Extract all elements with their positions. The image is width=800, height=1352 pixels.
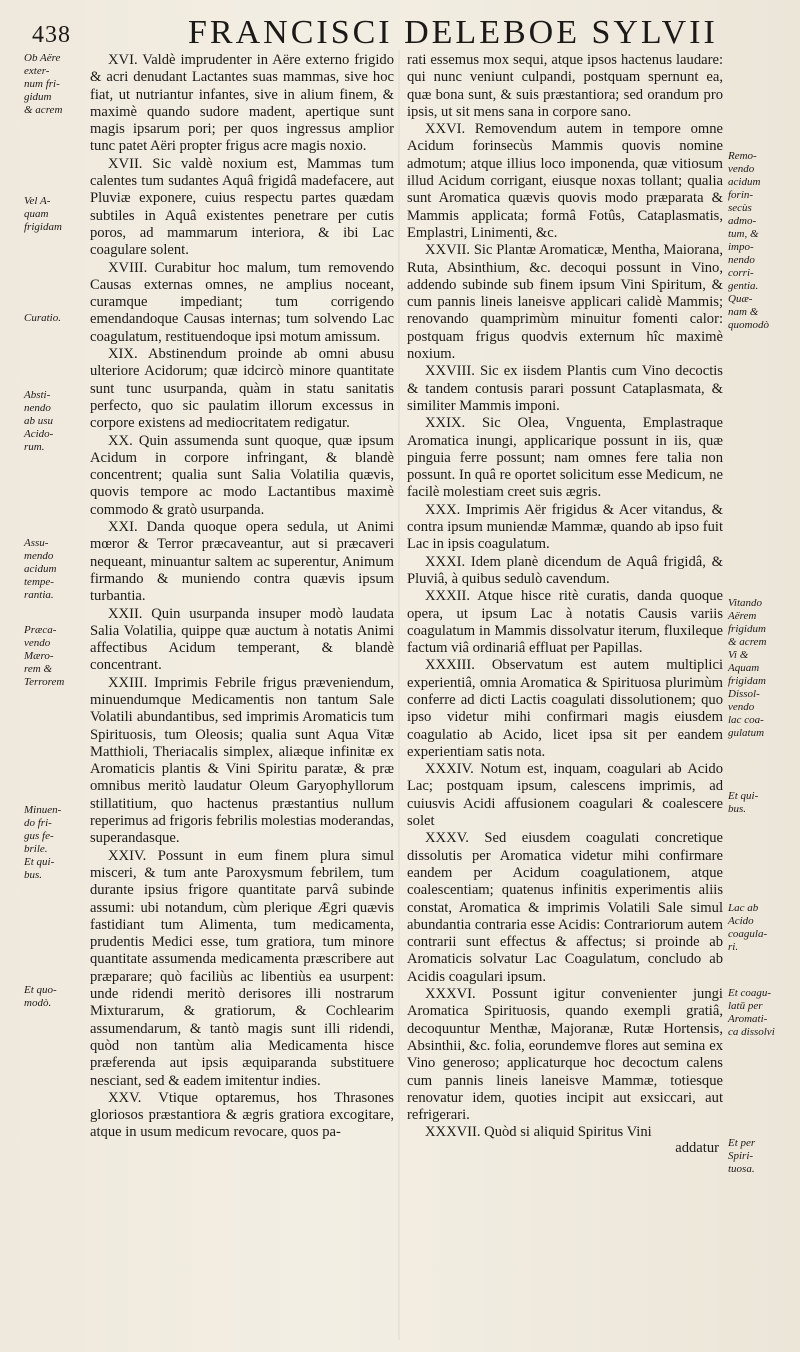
margin-note: Vel A- quam frigidam	[24, 195, 62, 233]
paragraph: XVII. Sic valdè noxium est, Mammas tum calentes tum sudantes Aquâ frigidâ madefacere, aut Pluviæ exponere, cuius respectu partes quædam subtiles in Aquâ existentes penetrare per cutis poros, ad mammarum interiora, & ibi Lac coagulare solent.	[90, 155, 394, 259]
margin-note: Minuen- do fri- gus fe- brile. Et qui- bus.	[24, 804, 62, 881]
catchword: addatur	[675, 1139, 719, 1156]
margin-note: Assu- mendo acidum tempe- rantia.	[24, 537, 57, 601]
left-text-column	[90, 52, 394, 1142]
paragraph: XVIII. Curabitur hoc malum, tum removendo Causas externas omnes, ne amplius noceant, curamque impediant; tum corrigendo emendandoque Causas internas; tum solvendo Lac coagulatum, restituendoque ipsi motum amissum.	[90, 259, 394, 345]
paragraph: XXIII. Imprimis Febrile frigus præveniendum, minuendumque Medicamentis non tantum Sale Volatili abundantibus, sed imprimis Aromaticis tum Spirituosis, tum Oleosis; qualia sunt Aqua Vitæ Matthioli, Theriacalis simplex, aliæque infinitæ ex Aromaticis plantis & Vini Spiritu paratæ, & præ omnibus meritò laudatur Oleum Garyophyllorum stillatitium, quo hactenus præstantius nullum reperimus ad frigoris febrilis molestias moderandas, superandasque.	[90, 674, 394, 847]
header-title: FRANCISCI DELEBOE SYLVII	[188, 14, 718, 51]
margin-note: Curatio.	[24, 312, 61, 324]
paragraph: XX. Quin assumenda sunt quoque, quæ ipsum Acidum in corpore infringant, & blandè concentrent; qualia sunt Salia Volatilia quævis, quovis tempore ac modo Lactantibus maximè commodo & gratò usurpanda.	[90, 432, 394, 518]
margin-note: Lac ab Acido coagula- ri.	[728, 902, 768, 953]
paragraph: XXXVII. Quòd si aliquid Spiritus Vini	[425, 1124, 652, 1141]
paragraph: XXX. Imprimis Aër frigidus & Acer vitandus, & contra ipsum muniendæ Mammæ, quando ab ipso fuit Lac in ipsis coagulatum.	[407, 501, 723, 553]
paragraph: XXXI. Idem planè dicendum de Aquâ frigidâ, & Pluviâ, à quibus sedulò cavendum.	[407, 553, 723, 587]
margin-note: Et quo- modò.	[24, 984, 57, 1009]
paragraph: XXIV. Possunt in eum finem plura simul misceri, & tum ante Paroxysmum febrilem, tum durante ipsius frigore quantitate parvâ subinde assumi: ubi notandum, cùm plerique Ægri quævis fastidiant tum Alimenta, tum medicamenta, prudentis Medici esse, tum gratiora, tum minore quantitate assumenda medicamenta præscribere aut præparare; quò faciliùs ac libentiùs ea usurpent: unde ridendi meritò derisores illi nostrarum Mixturarum, & gratiorum, & Cochlearim assumendarum, & tantò magis sunt illi ridendi, quòd non tantùm alia Medicamenta hisce præferenda aut ipsis æquiparanda substituere nesciant, sed & eadem imitentur indies.	[90, 847, 394, 1089]
paragraph: XVI. Valdè imprudenter in Aëre externo frigido & acri denudant Lactantes suas mammas, sive hoc fiat, ut nutriantur infantes, sive in alium finem, & maximè quando sudore madent, apertique sunt magis ipsarum pori; per quos ingressus amplior tunc patet Aëri propter frigus acre magis noxio.	[90, 52, 394, 155]
paragraph: XXVI. Removendum autem in tempore omne Acidum forinsecùs Mammis quovis nomine admotum; atque illius loco imponenda, quæ vitiosum illud Acidum corrigant, eiusque noxas tollant; qualia sunt Aromatica quævis quovis modo præparata & Mammis applicata; formâ Fotûs, Cataplasmatis, Emplastri, Linimenti, &c.	[407, 121, 723, 241]
margin-note: Remo- vendo acidum forin- secùs admo- tum, & impo- nendo corri- gentia. Quæ- nam & quomodò	[728, 150, 769, 331]
paragraph: XXVIII. Sic ex iisdem Plantis cum Vino decoctis & tandem contusis parari possunt Cataplasmata, & similiter Mammis imponi.	[407, 363, 723, 414]
margin-note: Et per Spiri- tuosa.	[728, 1137, 756, 1175]
paragraph: XXV. Vtique optaremus, hos Thrasones gloriosos præstantiora & ægris gratiora excogitare, atque in usum medicum revocare, quos pa-	[90, 1089, 394, 1141]
paragraph: XIX. Abstinendum proinde ab omni abusu ulteriore Acidorum; quæ idcircò minore quantitate sunt tunc usurpanda, quàm in statu sanitatis perfecto, quo sic paulatim illorum excessus in corpore existens ad mediocritatem redigatur.	[90, 346, 394, 432]
paragraph: XXXIII. Observatum est autem multiplici experientiâ, omnia Aromatica & Spirituosa plurimùm conferre ad dicti Lactis coagulati dissolutionem; quo ipso videtur mihi confirmari magis eiusdem coagulatio ab Acido, licet ipsa sit per eandem experientiam satis nota.	[407, 657, 723, 760]
margin-note: Præca- vendo Mæro- rem & Terrorem	[24, 624, 65, 688]
page-number: 438	[32, 22, 71, 48]
paragraph: XXIX. Sic Olea, Vnguenta, Emplastraque Aromatica inungi, applicarique possunt in iis, quæ pinguia ferre possunt; nam omnes fere talia non possunt. In quâ re oportet solicitum esse Medicum, ne facilè molestiam creet suis ægris.	[407, 415, 723, 501]
margin-note: Absti- nendo ab usu Acido- rum.	[24, 389, 54, 453]
paragraph: XXI. Danda quoque opera sedula, ut Animi mœror & Terror præcaveantur, aut si præcaveri nequeant, minuantur saltem ac superentur, Animum firmando & muniendo contra quævis ipsum turbantia.	[90, 519, 394, 605]
paragraph: XXII. Quin usurpanda insuper modò laudata Salia Volatilia, quippe quæ auctum à notatis Animi affectibus Acidum temperant, & blandè concentrant.	[90, 605, 394, 674]
margin-note: Et coagu- latū per Aromati- ca dissolvi	[728, 987, 775, 1038]
paragraph: XXVII. Sic Plantæ Aromaticæ, Mentha, Maiorana, Ruta, Absinthium, &c. decoqui possunt in Vino, addendo subinde sub finem ipsum Vini Spiritum, & cum pannis lineis laneisve applicari calidè Mammis; renovando quamprimùm minuitur fomenti calor: postquam frigus quodvis externum hîc maximè noxium.	[407, 242, 723, 363]
right-text-column	[407, 52, 723, 1157]
paragraph: rati essemus mox sequi, atque ipsos hactenus laudare: qui nunc veniunt culpandi, postquam spernunt ea, quæ bona sunt, & suis præstantiora; sed orandum pro ipsis, ut sit mens sana in corpore sano.	[407, 52, 723, 120]
margin-note: Ob Aëre exter- num fri- gidum & acrem	[24, 52, 63, 116]
paragraph: XXXII. Atque hisce ritè curatis, danda quoque opera, ut ipsum Lac à notatis Causis variis coagulatum in Mammis dissolvatur iterum, fluxileque factum viâ ordinariâ effluat per Papillas.	[407, 588, 723, 657]
column-gutter	[398, 50, 400, 1340]
margin-note: Et qui- bus.	[728, 790, 759, 815]
paragraph: XXXVI. Possunt igitur convenienter jungi Aromatica Spirituosis, quando exempli gratiâ, decoquuntur Menthæ, Majoranæ, Rutæ Hortensis, Absinthii, &c. folia, eorundemve flores aut semina ex Vino generoso; applicaturque hoc decoctum calens cum pannis lineis laneisve Mammæ, totiesque renovatur idem, quoties incipit aut exsiccari, aut refrigerari.	[407, 986, 723, 1124]
running-head	[0, 8, 800, 50]
margin-note: Vitando Aërem frigidum & acrem Vi & Aquam frigidam Dissol- vendo lac coa- gulatum	[728, 597, 767, 739]
paragraph: XXXV. Sed eiusdem coagulati concretique dissolutis per Aromatica videtur mihi confirmare eandem per Acidum coagulationem, atque coalescentiam; quatenus infinitis experimentis aliis constat, Aromatica & imprimis Volatili Sale simul abundantia contraria esse Acidis: Contrariorum autem contrarii sunt effectus & affectus; si proinde ab Aromaticis solvatur Lac Coagulatum, concludo ab Acidis coagulari ipsum.	[407, 830, 723, 985]
paragraph: XXXIV. Notum est, inquam, coagulari ab Acido Lac; postquam ipsum, calescens imprimis, ad cuiusvis Acidi affusionem coagulari & coalescere solet	[407, 761, 723, 830]
